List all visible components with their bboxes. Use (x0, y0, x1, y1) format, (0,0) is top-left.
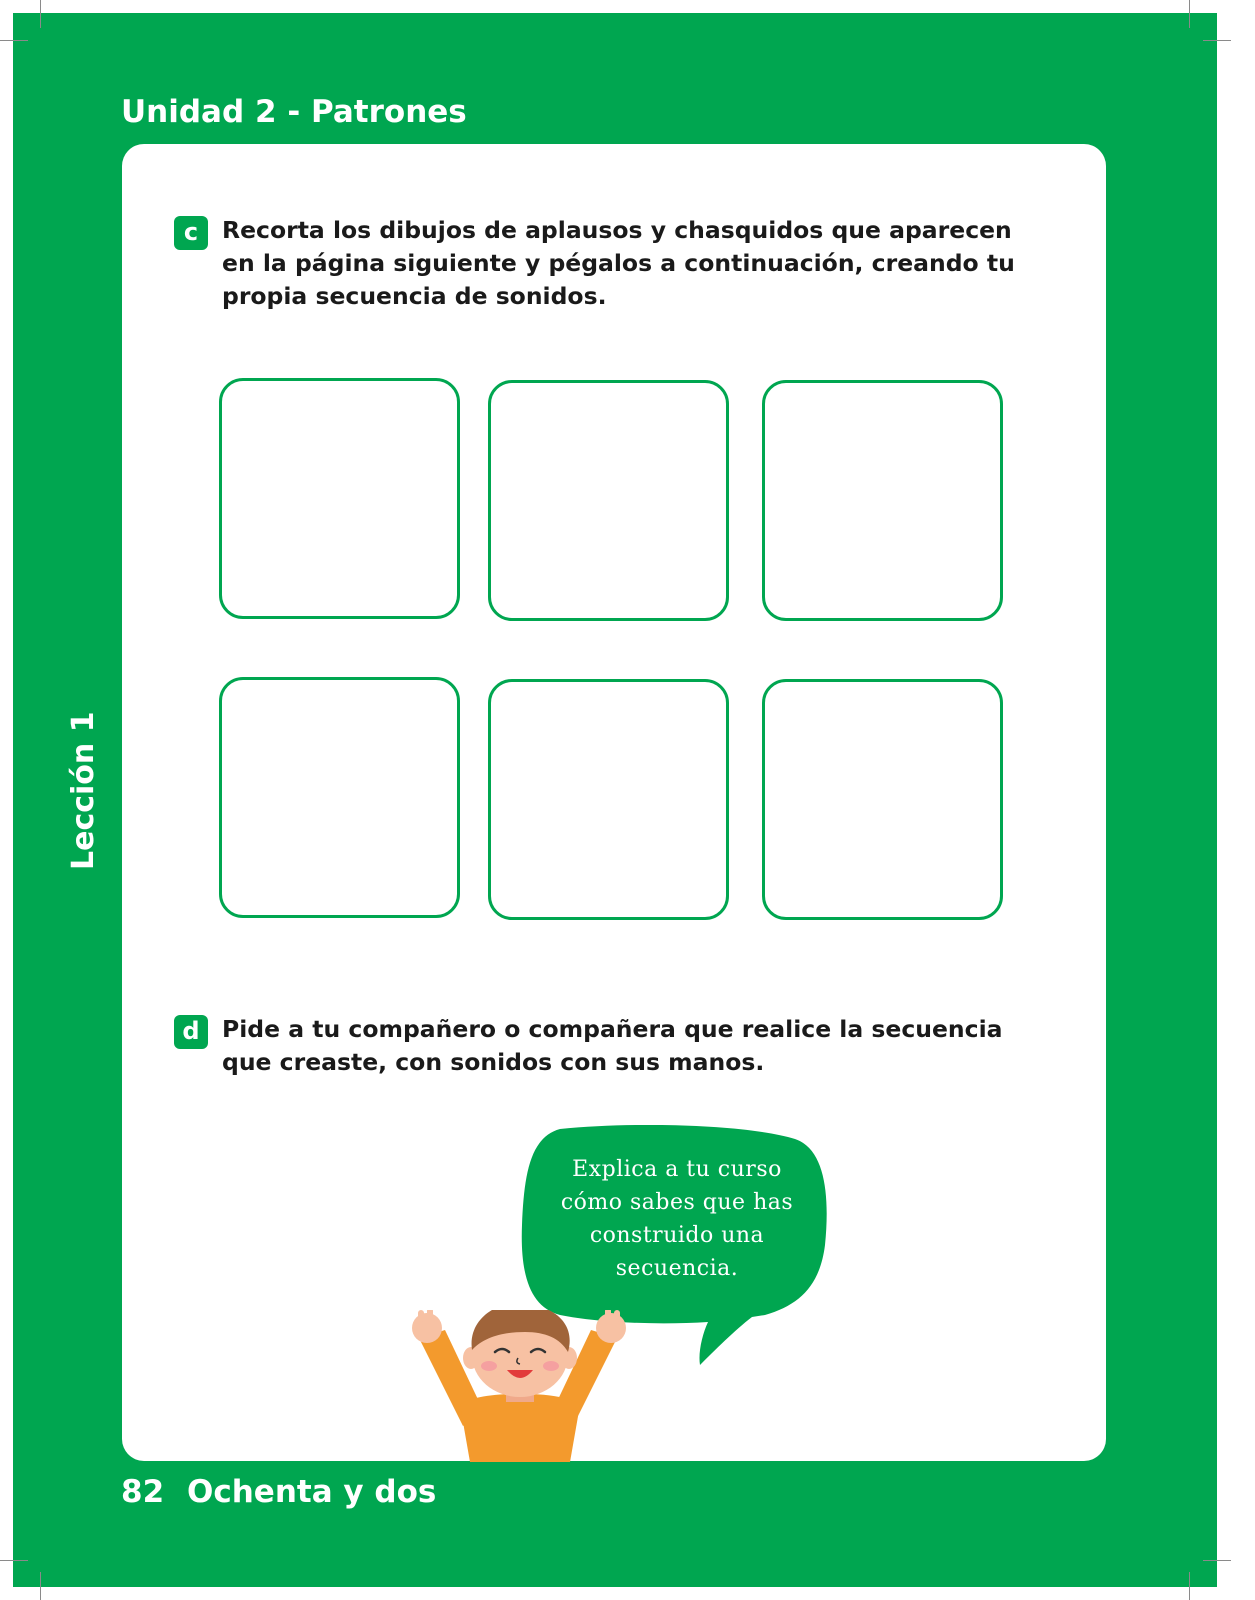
crop-mark (0, 1560, 28, 1561)
crop-mark (1203, 40, 1231, 41)
crop-mark (1189, 0, 1190, 28)
page-number: 82 (121, 1474, 165, 1510)
speech-bubble-text: Explica a tu curso cómo sabes que has construido una secuencia. (560, 1157, 794, 1281)
paste-box-2[interactable] (488, 380, 729, 621)
activity-d-badge: d (174, 1015, 208, 1049)
lesson-side-label: Lección 1 (66, 711, 101, 870)
activity-c-instruction: Recorta los dibujos de aplausos y chasquidos que aparecen en la página siguiente y pégalos a continuación, creando tu propia secuencia de sonidos. (222, 216, 1015, 310)
crop-mark (1189, 1572, 1190, 1600)
crop-mark (1203, 1560, 1231, 1561)
paste-box-4[interactable] (219, 677, 460, 918)
unit-title: Unidad 2 - Patrones (121, 94, 467, 130)
paste-box-6[interactable] (762, 679, 1003, 920)
crop-mark (0, 40, 28, 41)
paste-box-1[interactable] (219, 378, 460, 619)
crop-mark (40, 0, 41, 28)
activity-c-badge: c (174, 216, 208, 250)
crop-mark (40, 1572, 41, 1600)
paste-box-3[interactable] (762, 380, 1003, 621)
paste-box-5[interactable] (488, 679, 729, 920)
boy-character-icon (405, 1310, 635, 1462)
page-number-words: Ochenta y dos (187, 1474, 437, 1510)
activity-d-instruction: Pide a tu compañero o compañera que realice la secuencia que creaste, con sonidos con sus manos. (222, 1015, 1003, 1076)
